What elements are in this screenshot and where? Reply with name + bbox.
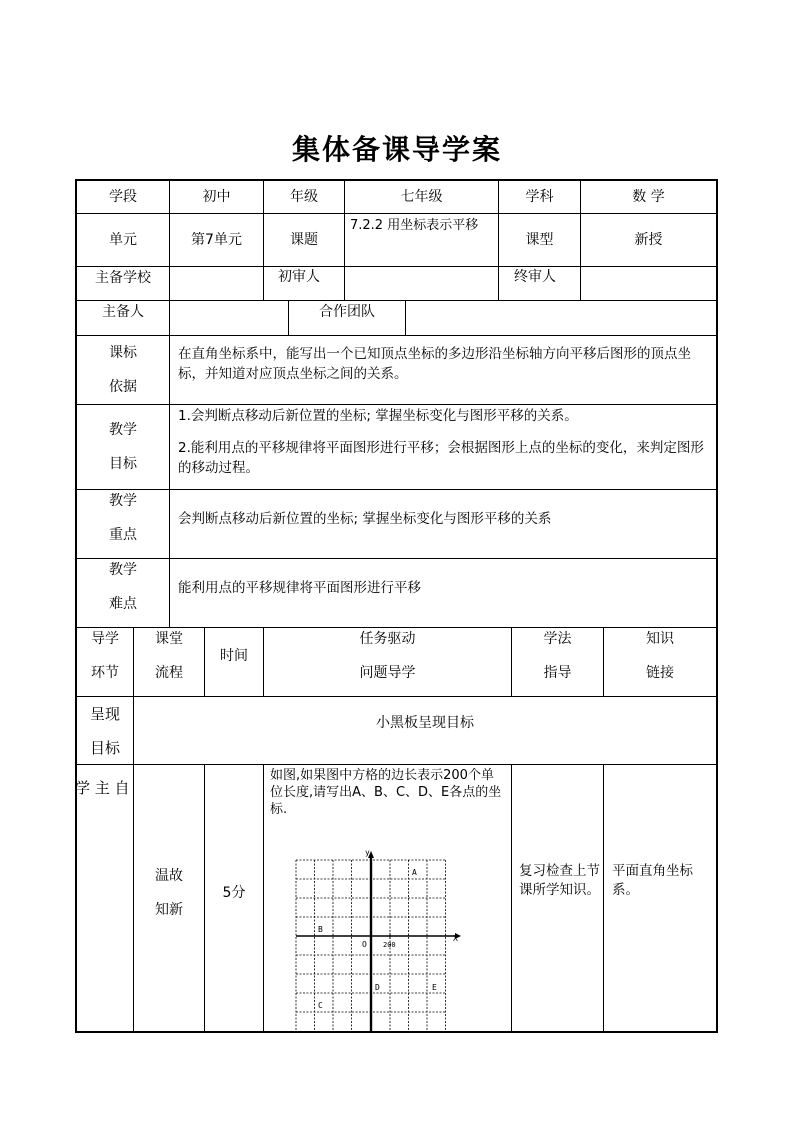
label-goals-line2: 目标 — [109, 456, 137, 472]
point-b-label: B — [318, 925, 323, 934]
label-subject: 学科 — [525, 189, 554, 205]
label-basis-line2: 依据 — [109, 379, 137, 395]
header-stage-b: 环节 — [91, 664, 119, 681]
label-stage: 学段 — [109, 189, 137, 205]
label-difficult-line1: 教学 — [109, 561, 137, 578]
point-a-label: A — [412, 868, 417, 877]
unit-value: 第7单元 — [191, 232, 242, 248]
label-first-review: 初审人 — [278, 269, 320, 285]
label-goals-line1: 教学 — [109, 422, 137, 438]
final-review-value — [581, 267, 716, 300]
point-d-label: D — [375, 983, 380, 992]
label-school: 主备学校 — [95, 270, 151, 286]
key-text: 会判断点移动后新位置的坐标; 掌握坐标变化与图形平移的关系 — [178, 511, 552, 527]
header-time: 时间 — [220, 647, 248, 664]
grade-value: 七年级 — [400, 189, 443, 205]
header-task — [264, 621, 511, 690]
self-study-stage: 学 主 自 — [75, 779, 130, 797]
label-key-line1: 教学 — [109, 492, 137, 509]
goal-item-2: 2.能利用点的平移规律将平面图形进行平移；会根据图形上点的坐标的变化，来判定图形的移动过程。 — [178, 440, 704, 476]
x-axis-label: X — [453, 934, 458, 943]
header-flow-b: 流程 — [155, 664, 183, 681]
origin-label: O — [362, 940, 367, 949]
present-text: 小黑板呈现目标 — [376, 715, 474, 731]
stage-value: 初中 — [202, 189, 231, 205]
label-topic: 课题 — [290, 232, 318, 248]
header-stage — [77, 621, 133, 690]
label-basis — [77, 336, 169, 404]
header-link-a: 知识 — [646, 630, 674, 647]
difficult-text: 能利用点的平移规律将平面图形进行平移 — [178, 580, 421, 596]
label-basis-line1: 课标 — [109, 345, 137, 361]
team-value — [406, 301, 716, 335]
first-review-value — [345, 267, 498, 300]
point-c-label: C — [318, 1001, 323, 1010]
header-link-b: 链接 — [646, 664, 674, 681]
header-task-b: 问题导学 — [359, 664, 416, 681]
point-e-label: E — [432, 983, 437, 992]
topic-value: 7.2.2 用坐标表示平移 — [350, 218, 479, 233]
coordinate-grid-figure — [290, 846, 462, 1032]
self-study-flow-b: 知新 — [155, 902, 183, 918]
label-key — [77, 483, 169, 552]
label-type: 课型 — [525, 232, 554, 248]
header-link — [604, 621, 716, 690]
school-value — [170, 267, 263, 300]
self-study-link: 平面直角坐标系。 — [612, 863, 693, 898]
type-value: 新授 — [634, 232, 663, 248]
self-study-method: 复习检查上节课所学知识。 — [519, 863, 600, 898]
header-task-a: 任务驱动 — [359, 630, 416, 647]
header-method — [512, 621, 603, 690]
y-axis-label: y — [365, 848, 370, 857]
self-study-flow — [134, 858, 204, 928]
header-stage-a: 导学 — [91, 630, 119, 647]
label-difficult — [77, 552, 169, 621]
label-unit: 单元 — [109, 232, 137, 248]
label-present-line1: 呈现 — [89, 704, 120, 723]
scale-label: 200 — [383, 941, 396, 949]
basis-text: 在直角坐标系中，能写出一个已知顶点坐标的多边形沿坐标轴方向平移后图形的顶点坐标，并知道对应顶点坐标之间的关系。 — [178, 346, 691, 382]
goal-item-1: 1.会判断点移动后新位置的坐标; 掌握坐标变化与图形平移的关系。 — [178, 408, 578, 424]
label-goals — [77, 405, 169, 489]
label-present-line2: 目标 — [89, 738, 120, 757]
label-final-review: 终审人 — [514, 269, 556, 285]
label-present — [77, 697, 133, 764]
self-study-flow-a: 温故 — [155, 868, 183, 884]
page-title: 集体备课导学案 — [291, 133, 502, 166]
header-flow — [134, 621, 204, 690]
label-difficult-line2: 难点 — [109, 595, 137, 612]
label-team: 合作团队 — [319, 304, 375, 320]
label-key-line2: 重点 — [109, 526, 137, 543]
header-flow-a: 课堂 — [155, 630, 183, 647]
preparer-value — [170, 301, 288, 335]
subject-value: 数 学 — [632, 189, 665, 205]
self-study-task: 如图,如果图中方格的边长表示200个单位长度,请写出A、B、C、D、E各点的坐标. — [270, 768, 502, 817]
self-study-time: 5分 — [222, 885, 246, 901]
label-grade: 年级 — [290, 189, 318, 205]
label-preparer: 主备人 — [102, 304, 144, 320]
header-method-a: 学法 — [543, 630, 572, 647]
header-method-b: 指导 — [543, 664, 572, 681]
